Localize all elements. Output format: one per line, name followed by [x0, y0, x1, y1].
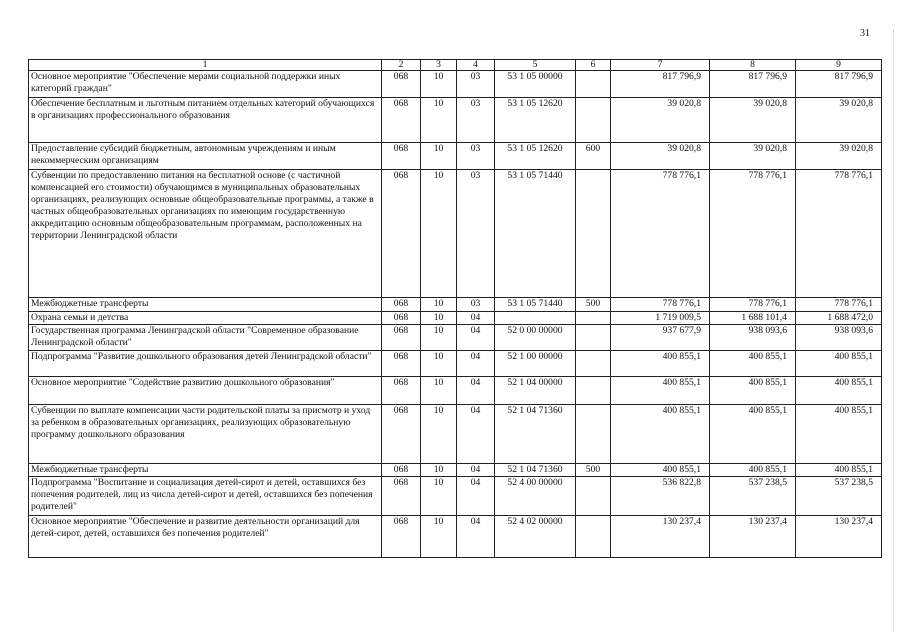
row-section-code: 10 [421, 405, 457, 464]
row-expense-type [576, 516, 611, 558]
row-amount-year2: 938 093,6 [710, 325, 796, 351]
column-header: 9 [796, 60, 882, 71]
table-row [29, 325, 882, 351]
row-amount-year1: 400 855,1 [611, 464, 710, 477]
row-amount-year2: 778 776,1 [710, 298, 796, 312]
table-body [29, 71, 882, 558]
row-expense-type [576, 325, 611, 351]
row-amount-year3: 39 020,8 [796, 143, 882, 170]
row-amount-year2: 817 796,9 [710, 71, 796, 98]
row-target-article: 52 4 02 00000 [495, 516, 576, 558]
row-grbs-code: 068 [382, 377, 421, 405]
table-row [29, 477, 882, 516]
column-header: 6 [576, 60, 611, 71]
row-grbs-code: 068 [382, 98, 421, 143]
row-name: Субвенции по выплате компенсации части родительской платы за присмотр и уход за ребенком в образовательных организациях, реализующих образовательную программу дошкольного образования [29, 405, 382, 464]
row-section-code: 10 [421, 143, 457, 170]
row-subsection-code: 04 [457, 405, 495, 464]
row-name: Государственная программа Ленинградской области "Современное образование Ленинградской области" [29, 325, 382, 351]
row-subsection-code: 03 [457, 298, 495, 312]
row-subsection-code: 04 [457, 377, 495, 405]
row-name: Основное мероприятие "Обеспечение мерами социальной поддержки иных категорий граждан" [29, 71, 382, 98]
row-subsection-code: 04 [457, 464, 495, 477]
row-section-code: 10 [421, 298, 457, 312]
row-expense-type [576, 405, 611, 464]
table-row [29, 312, 882, 325]
row-expense-type: 500 [576, 464, 611, 477]
table-row [29, 405, 882, 464]
row-grbs-code: 068 [382, 477, 421, 516]
row-expense-type [576, 98, 611, 143]
row-amount-year3: 537 238,5 [796, 477, 882, 516]
row-amount-year1: 130 237,4 [611, 516, 710, 558]
row-amount-year1: 778 776,1 [611, 170, 710, 298]
column-header: 2 [382, 60, 421, 71]
row-target-article: 52 1 04 71360 [495, 464, 576, 477]
row-target-article: 53 1 05 12620 [495, 98, 576, 143]
column-header: 1 [29, 60, 382, 71]
row-name: Обеспечение бесплатным и льготным питанием отдельных категорий обучающихся в организациях профессионального образования [29, 98, 382, 143]
column-header: 4 [457, 60, 495, 71]
column-header: 7 [611, 60, 710, 71]
header-row [29, 60, 882, 71]
row-amount-year2: 130 237,4 [710, 516, 796, 558]
row-section-code: 10 [421, 377, 457, 405]
table-row [29, 71, 882, 98]
row-name: Межбюджетные трансферты [29, 298, 382, 312]
row-expense-type [576, 377, 611, 405]
row-amount-year2: 39 020,8 [710, 98, 796, 143]
row-grbs-code: 068 [382, 516, 421, 558]
row-amount-year3: 400 855,1 [796, 464, 882, 477]
row-grbs-code: 068 [382, 312, 421, 325]
row-section-code: 10 [421, 351, 457, 377]
row-target-article: 52 0 00 00000 [495, 325, 576, 351]
row-grbs-code: 068 [382, 143, 421, 170]
row-expense-type [576, 71, 611, 98]
table-row [29, 98, 882, 143]
row-subsection-code: 03 [457, 71, 495, 98]
row-name: Межбюджетные трансферты [29, 464, 382, 477]
row-section-code: 10 [421, 312, 457, 325]
row-section-code: 10 [421, 516, 457, 558]
row-subsection-code: 03 [457, 170, 495, 298]
row-amount-year1: 400 855,1 [611, 377, 710, 405]
row-amount-year3: 400 855,1 [796, 405, 882, 464]
row-amount-year3: 778 776,1 [796, 170, 882, 298]
row-amount-year3: 39 020,8 [796, 98, 882, 143]
page-edge-marks [893, 30, 902, 630]
row-subsection-code: 04 [457, 477, 495, 516]
row-subsection-code: 04 [457, 325, 495, 351]
row-amount-year2: 778 776,1 [710, 170, 796, 298]
row-amount-year2: 400 855,1 [710, 464, 796, 477]
row-grbs-code: 068 [382, 298, 421, 312]
table-row [29, 464, 882, 477]
table-row [29, 377, 882, 405]
row-amount-year1: 400 855,1 [611, 351, 710, 377]
row-amount-year2: 400 855,1 [710, 377, 796, 405]
table-row [29, 143, 882, 170]
row-target-article [495, 312, 576, 325]
row-expense-type [576, 477, 611, 516]
row-name: Основное мероприятие "Обеспечение и развитие деятельности организаций для детей-сирот, детей, оставшихся без попечения родителей" [29, 516, 382, 558]
row-amount-year1: 778 776,1 [611, 298, 710, 312]
row-amount-year3: 130 237,4 [796, 516, 882, 558]
row-amount-year3: 400 855,1 [796, 351, 882, 377]
row-name: Основное мероприятие "Содействие развитию дошкольного образования" [29, 377, 382, 405]
row-section-code: 10 [421, 98, 457, 143]
table-row [29, 298, 882, 312]
row-grbs-code: 068 [382, 170, 421, 298]
row-subsection-code: 03 [457, 98, 495, 143]
column-header: 3 [421, 60, 457, 71]
row-amount-year1: 536 822,8 [611, 477, 710, 516]
row-name: Субвенции по предоставлению питания на бесплатной основе (с частичной компенсацией его стоимости) обучающимся в муниципальных образовательных организациях, реализующих основные общеобразовательные программы, а также в частных общеобразовательных организациях по имеющим государственную аккредитацию основным общеобразовательным программам, расположенных на территории Ленинградской области [29, 170, 382, 298]
row-amount-year2: 1 688 101,4 [710, 312, 796, 325]
row-subsection-code: 04 [457, 351, 495, 377]
row-amount-year1: 937 677,9 [611, 325, 710, 351]
table-row [29, 170, 882, 298]
row-target-article: 52 1 04 00000 [495, 377, 576, 405]
column-header: 8 [710, 60, 796, 71]
row-name: Подпрограмма "Развитие дошкольного образования детей Ленинградской области" [29, 351, 382, 377]
row-name: Охрана семьи и детства [29, 312, 382, 325]
row-target-article: 52 1 04 71360 [495, 405, 576, 464]
row-expense-type: 600 [576, 143, 611, 170]
row-amount-year1: 1 719 009,5 [611, 312, 710, 325]
column-header: 5 [495, 60, 576, 71]
row-amount-year2: 39 020,8 [710, 143, 796, 170]
row-section-code: 10 [421, 71, 457, 98]
row-name: Предоставление субсидий бюджетным, автономным учреждениям и иным некоммерческим организациям [29, 143, 382, 170]
row-target-article: 52 4 00 00000 [495, 477, 576, 516]
row-amount-year1: 400 855,1 [611, 405, 710, 464]
row-amount-year3: 400 855,1 [796, 377, 882, 405]
row-expense-type [576, 351, 611, 377]
table-row [29, 516, 882, 558]
row-target-article: 53 1 05 71440 [495, 170, 576, 298]
row-section-code: 10 [421, 170, 457, 298]
row-name: Подпрограмма "Воспитание и социализация детей-сирот и детей, оставшихся без попечения родителей, лиц из числа детей-сирот и детей, оставшихся без попечения родителей" [29, 477, 382, 516]
row-amount-year2: 400 855,1 [710, 351, 796, 377]
row-amount-year1: 39 020,8 [611, 98, 710, 143]
row-subsection-code: 04 [457, 516, 495, 558]
row-grbs-code: 068 [382, 464, 421, 477]
row-amount-year2: 400 855,1 [710, 405, 796, 464]
row-subsection-code: 03 [457, 143, 495, 170]
row-amount-year3: 778 776,1 [796, 298, 882, 312]
budget-table [28, 59, 882, 558]
row-section-code: 10 [421, 464, 457, 477]
row-amount-year3: 1 688 472,0 [796, 312, 882, 325]
table-row [29, 351, 882, 377]
row-amount-year1: 39 020,8 [611, 143, 710, 170]
row-grbs-code: 068 [382, 325, 421, 351]
row-subsection-code: 04 [457, 312, 495, 325]
row-amount-year1: 817 796,9 [611, 71, 710, 98]
row-amount-year3: 938 093,6 [796, 325, 882, 351]
row-section-code: 10 [421, 477, 457, 516]
row-expense-type [576, 170, 611, 298]
row-amount-year3: 817 796,9 [796, 71, 882, 98]
row-expense-type [576, 312, 611, 325]
page-number: 31 [860, 28, 870, 39]
row-target-article: 53 1 05 71440 [495, 298, 576, 312]
row-expense-type: 500 [576, 298, 611, 312]
row-grbs-code: 068 [382, 71, 421, 98]
row-grbs-code: 068 [382, 405, 421, 464]
row-amount-year2: 537 238,5 [710, 477, 796, 516]
row-target-article: 52 1 00 00000 [495, 351, 576, 377]
row-target-article: 53 1 05 00000 [495, 71, 576, 98]
row-section-code: 10 [421, 325, 457, 351]
row-grbs-code: 068 [382, 351, 421, 377]
row-target-article: 53 1 05 12620 [495, 143, 576, 170]
